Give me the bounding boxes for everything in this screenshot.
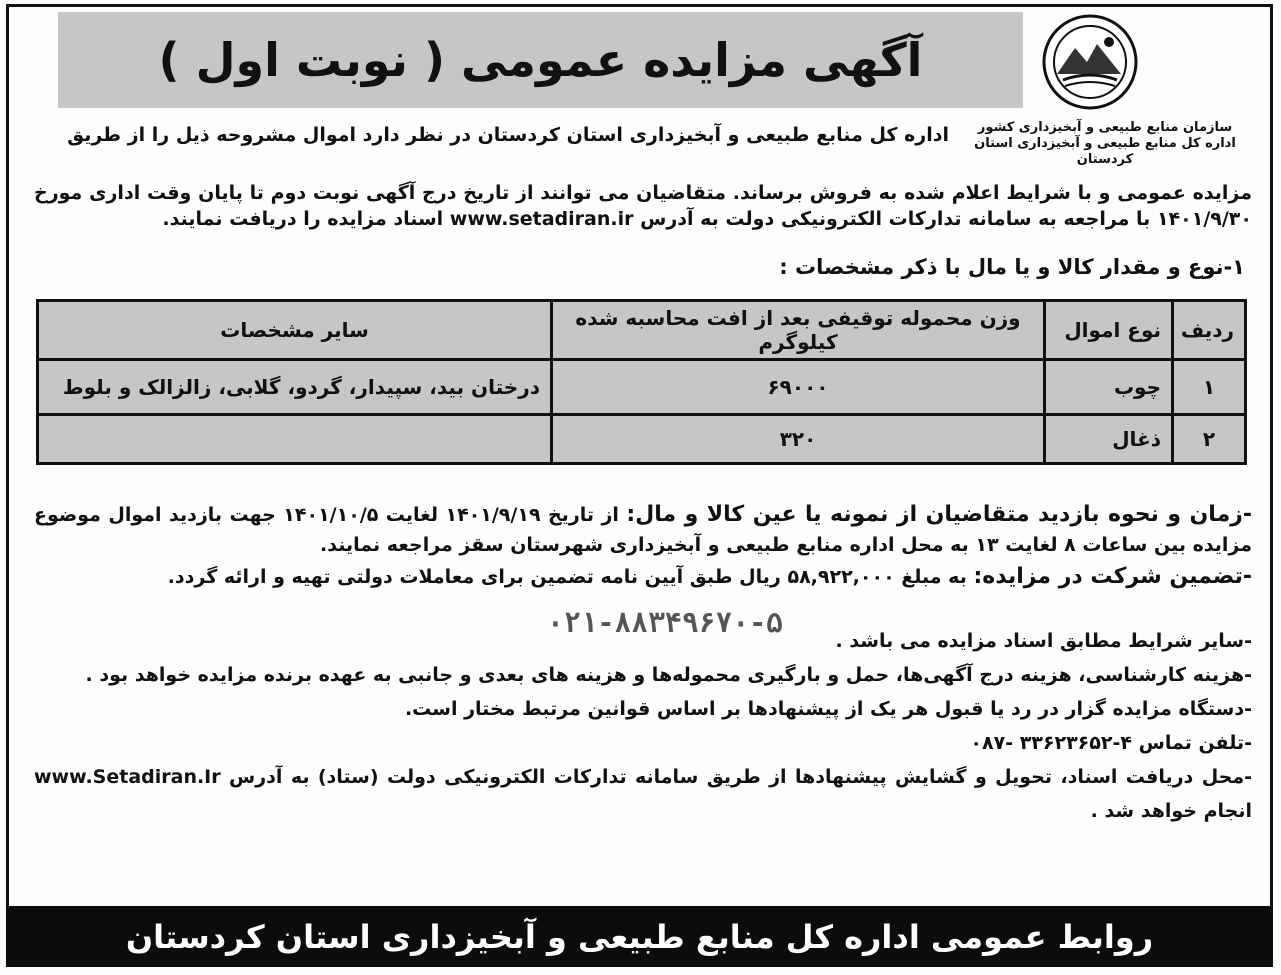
items-table	[36, 299, 1247, 465]
visit-paragraph	[34, 500, 1252, 560]
guarantee-text: به مبلغ ۵۸,۹۲۲,۰۰۰ ریال طبق آیین نامه تضمین برای معاملات دولتی تهیه و ارائه گردد.	[167, 566, 967, 588]
phone-line: -تلفن تماس ۴-۳۳۶۲۳۶۵۲ -۰۸۷	[970, 732, 1252, 754]
header-asset-type: نوع اموال	[1045, 301, 1173, 360]
organization-name	[955, 120, 1255, 168]
footer-banner	[6, 906, 1273, 967]
guarantee-label: -تضمین شرکت در مزایده:	[973, 564, 1252, 589]
condition-line: -دستگاه مزایده گزار در رد یا قبول هر یک از پیشنهادها بر اساس قوانین مرتبط مختار است.	[404, 698, 1252, 720]
table-row	[38, 360, 1246, 415]
cell-asset-type: چوب	[1045, 360, 1173, 415]
organization-logo-icon	[1035, 12, 1145, 112]
visit-text: از تاریخ ۱۴۰۱/۹/۱۹ لغایت ۱۴۰۱/۱۰/۵ جهت بازدید اموال موضوع مزایده بین ساعات ۸ لغایت ۱۳ به محل اداره منابع طبیعی و آبخیزداری شهرستان سقز مراجعه نمایند.	[34, 504, 1252, 556]
header-row-number: ردیف	[1173, 301, 1246, 360]
table-row	[38, 415, 1246, 464]
cell-weight: ۳۲۰	[552, 415, 1045, 464]
cell-asset-type: ذغال	[1045, 415, 1173, 464]
conditions-body	[34, 500, 1252, 828]
table-header-row	[38, 301, 1246, 360]
cell-other-specs	[38, 415, 552, 464]
condition-line: -هزینه کارشناسی، هزینه درج آگهی‌ها، حمل و بارگیری محموله‌ها و هزینه های بعدی و جانبی به عهده برنده مزایده خواهد بود .	[85, 664, 1252, 686]
ad-title: آگهی مزایده عمومی ( نوبت اول )	[158, 33, 923, 87]
visit-label: -زمان و نحوه بازدید متقاضیان از نمونه یا عین کالا و مال:	[626, 502, 1252, 527]
title-banner	[58, 12, 1023, 108]
condition-line: -محل دریافت اسناد، تحویل و گشایش پیشنهادها از طریق سامانه تدارکات الکترونیکی دولت (ستاد) به آدرس www.Setadiran.Ir انجام خواهد شد .	[34, 766, 1252, 822]
intro-paragraph: مزایده عمومی و با شرایط اعلام شده به فروش برساند. متقاضیان می توانند از تاریخ درج آگهی نوبت دوم تا پایان وقت اداری مورخ ۱۴۰۱/۹/۳۰ با مراجعه به سامانه تدارکات الکترونیکی دولت به آدرس www.setadiran.ir اسناد مزایده را دریافت نمایند.	[34, 182, 1252, 230]
cell-weight: ۶۹۰۰۰	[552, 360, 1045, 415]
header-other-specs: سایر مشخصات	[38, 301, 552, 360]
org-line-1: سازمان منابع طبیعی و آبخیزداری کشور	[977, 120, 1233, 135]
cell-other-specs: درختان بید، سپیدار، گردو، گلابی، زالزالک و بلوط	[38, 360, 552, 415]
cell-row-number: ۱	[1173, 360, 1246, 415]
guarantee-paragraph	[34, 560, 1252, 594]
condition-line: -سایر شرایط مطابق اسناد مزایده می باشد .	[835, 630, 1252, 652]
cell-row-number: ۲	[1173, 415, 1246, 464]
org-line-2: اداره کل منابع طبیعی و آبخیزداری استان کردستان	[974, 136, 1236, 167]
header-weight: وزن محموله توقیفی بعد از افت محاسبه شده کیلوگرم	[552, 301, 1045, 360]
intro-line-1: اداره کل منابع طبیعی و آبخیزداری استان کردستان در نظر دارد اموال مشروحه ذیل را از طریق	[67, 124, 949, 146]
section-1-title: ۱-نوع و مقدار کالا و یا مال با ذکر مشخصات :	[779, 255, 1245, 279]
watermark-phone: ۰۲۱-۸۸۳۴۹۶۷۰-۵	[546, 606, 783, 639]
footer-text: روابط عمومی اداره کل منابع طبیعی و آبخیزداری استان کردستان	[125, 917, 1154, 956]
